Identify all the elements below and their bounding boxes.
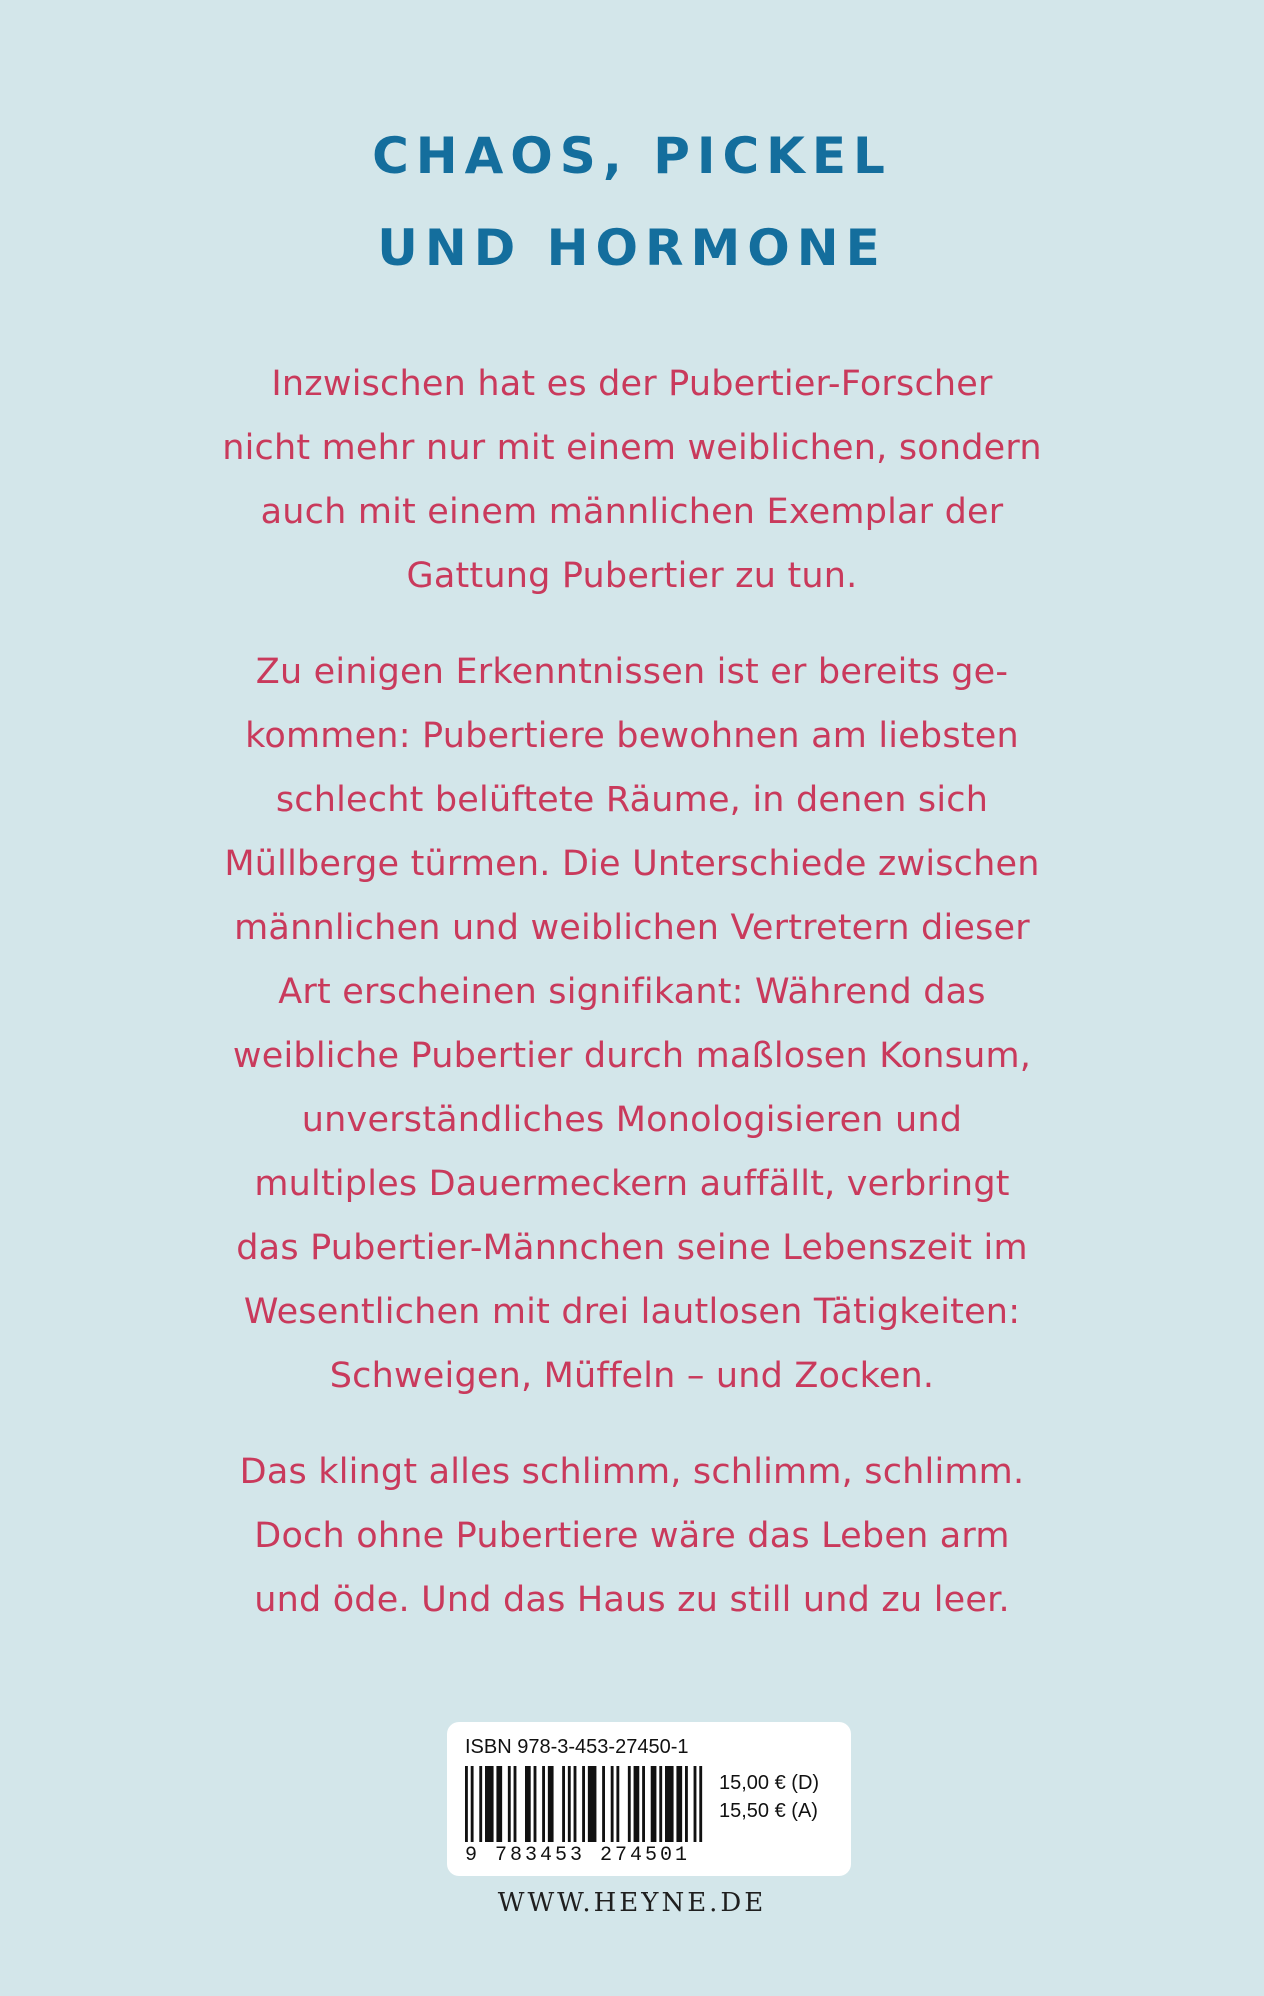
text-line: multiples Dauermeckern auffällt, verbringt — [254, 1164, 1010, 1204]
headline-line-1: CHAOS, PICKEL — [372, 127, 892, 185]
text-line: Müllberge türmen. Die Unterschiede zwischen — [224, 844, 1040, 884]
barcode-bar — [534, 1766, 537, 1842]
barcode-bar — [479, 1766, 482, 1842]
text-line: Wesentlichen mit drei lautlosen Tätigkeiten: — [243, 1292, 1021, 1332]
text-line: Zu einigen Erkenntnissen ist er bereits ge- — [255, 652, 1009, 692]
paragraph-conclusion — [0, 1440, 1264, 1632]
text-line: männlichen und weiblichen Vertretern dieser — [234, 908, 1030, 948]
text-line: unverständliches Monologisieren und — [301, 1100, 963, 1140]
paragraph-intro — [0, 352, 1264, 608]
barcode-bar — [642, 1766, 645, 1842]
headline-line-2: UND HORMONE — [377, 219, 887, 277]
barcode-bar — [548, 1766, 554, 1842]
text-line: Das klingt alles schlimm, schlimm, schlimm. — [239, 1452, 1025, 1492]
text-line: Gattung Pubertier zu tun. — [406, 556, 858, 596]
barcode-bar — [628, 1766, 631, 1842]
barcode-panel — [447, 1722, 851, 1876]
barcode-bar — [676, 1766, 682, 1842]
barcode-bar — [685, 1766, 688, 1842]
text-line: Schweigen, Müffeln – und Zocken. — [329, 1356, 935, 1396]
barcode-bar — [562, 1766, 565, 1842]
barcode-bar — [514, 1766, 517, 1842]
price-austria: 15,50 € (A) — [719, 1800, 818, 1822]
price-germany: 15,00 € (D) — [719, 1772, 820, 1794]
text-line: nicht mehr nur mit einem weiblichen, sondern — [222, 428, 1042, 468]
text-line: und öde. Und das Haus zu still und zu leer. — [254, 1580, 1010, 1620]
barcode-bar — [465, 1766, 468, 1842]
text-line: Inzwischen hat es der Pubertier-Forscher — [271, 364, 993, 404]
barcode-bar — [485, 1766, 494, 1842]
text-line: kommen: Pubertiere bewohnen am liebsten — [245, 716, 1019, 756]
barcode-bar — [471, 1766, 474, 1842]
text-line: Doch ohne Pubertiere wäre das Leben arm — [254, 1516, 1010, 1556]
barcode-bar — [651, 1766, 657, 1842]
barcode-bar — [588, 1766, 597, 1842]
barcode-bar — [568, 1766, 571, 1842]
barcode-bar — [616, 1766, 619, 1842]
barcode-bar — [542, 1766, 545, 1842]
barcode-bar — [525, 1766, 531, 1842]
paragraph-findings — [0, 640, 1264, 1408]
barcode-digits: 9 783453 274501 — [465, 1844, 691, 1867]
barcode-bar — [694, 1766, 697, 1842]
barcode-bar — [582, 1766, 585, 1842]
barcode-bar — [496, 1766, 502, 1842]
text-line: schlecht belüftete Räume, in denen sich — [275, 780, 989, 820]
text-line: auch mit einem männlichen Exemplar der — [260, 492, 1004, 532]
text-line: weibliche Pubertier durch maßlosen Konsum, — [232, 1036, 1032, 1076]
barcode-bar — [665, 1766, 674, 1842]
barcode-bars — [465, 1766, 705, 1842]
headline — [0, 110, 1264, 294]
isbn-label: ISBN 978-3-453-27450-1 — [465, 1736, 689, 1758]
publisher-url[interactable]: WWW.HEYNE.DE — [497, 1888, 767, 1918]
barcode-bar — [659, 1766, 662, 1842]
barcode-bar — [602, 1766, 605, 1842]
barcode-bar — [634, 1766, 640, 1842]
barcode-bar — [508, 1766, 511, 1842]
barcode-bar — [574, 1766, 577, 1842]
barcode-bar — [611, 1766, 614, 1842]
text-line: Art erscheinen signifikant: Während das — [278, 972, 986, 1012]
text-line: das Pubertier-Männchen seine Lebenszeit im — [236, 1228, 1028, 1268]
barcode-bar — [699, 1766, 702, 1842]
